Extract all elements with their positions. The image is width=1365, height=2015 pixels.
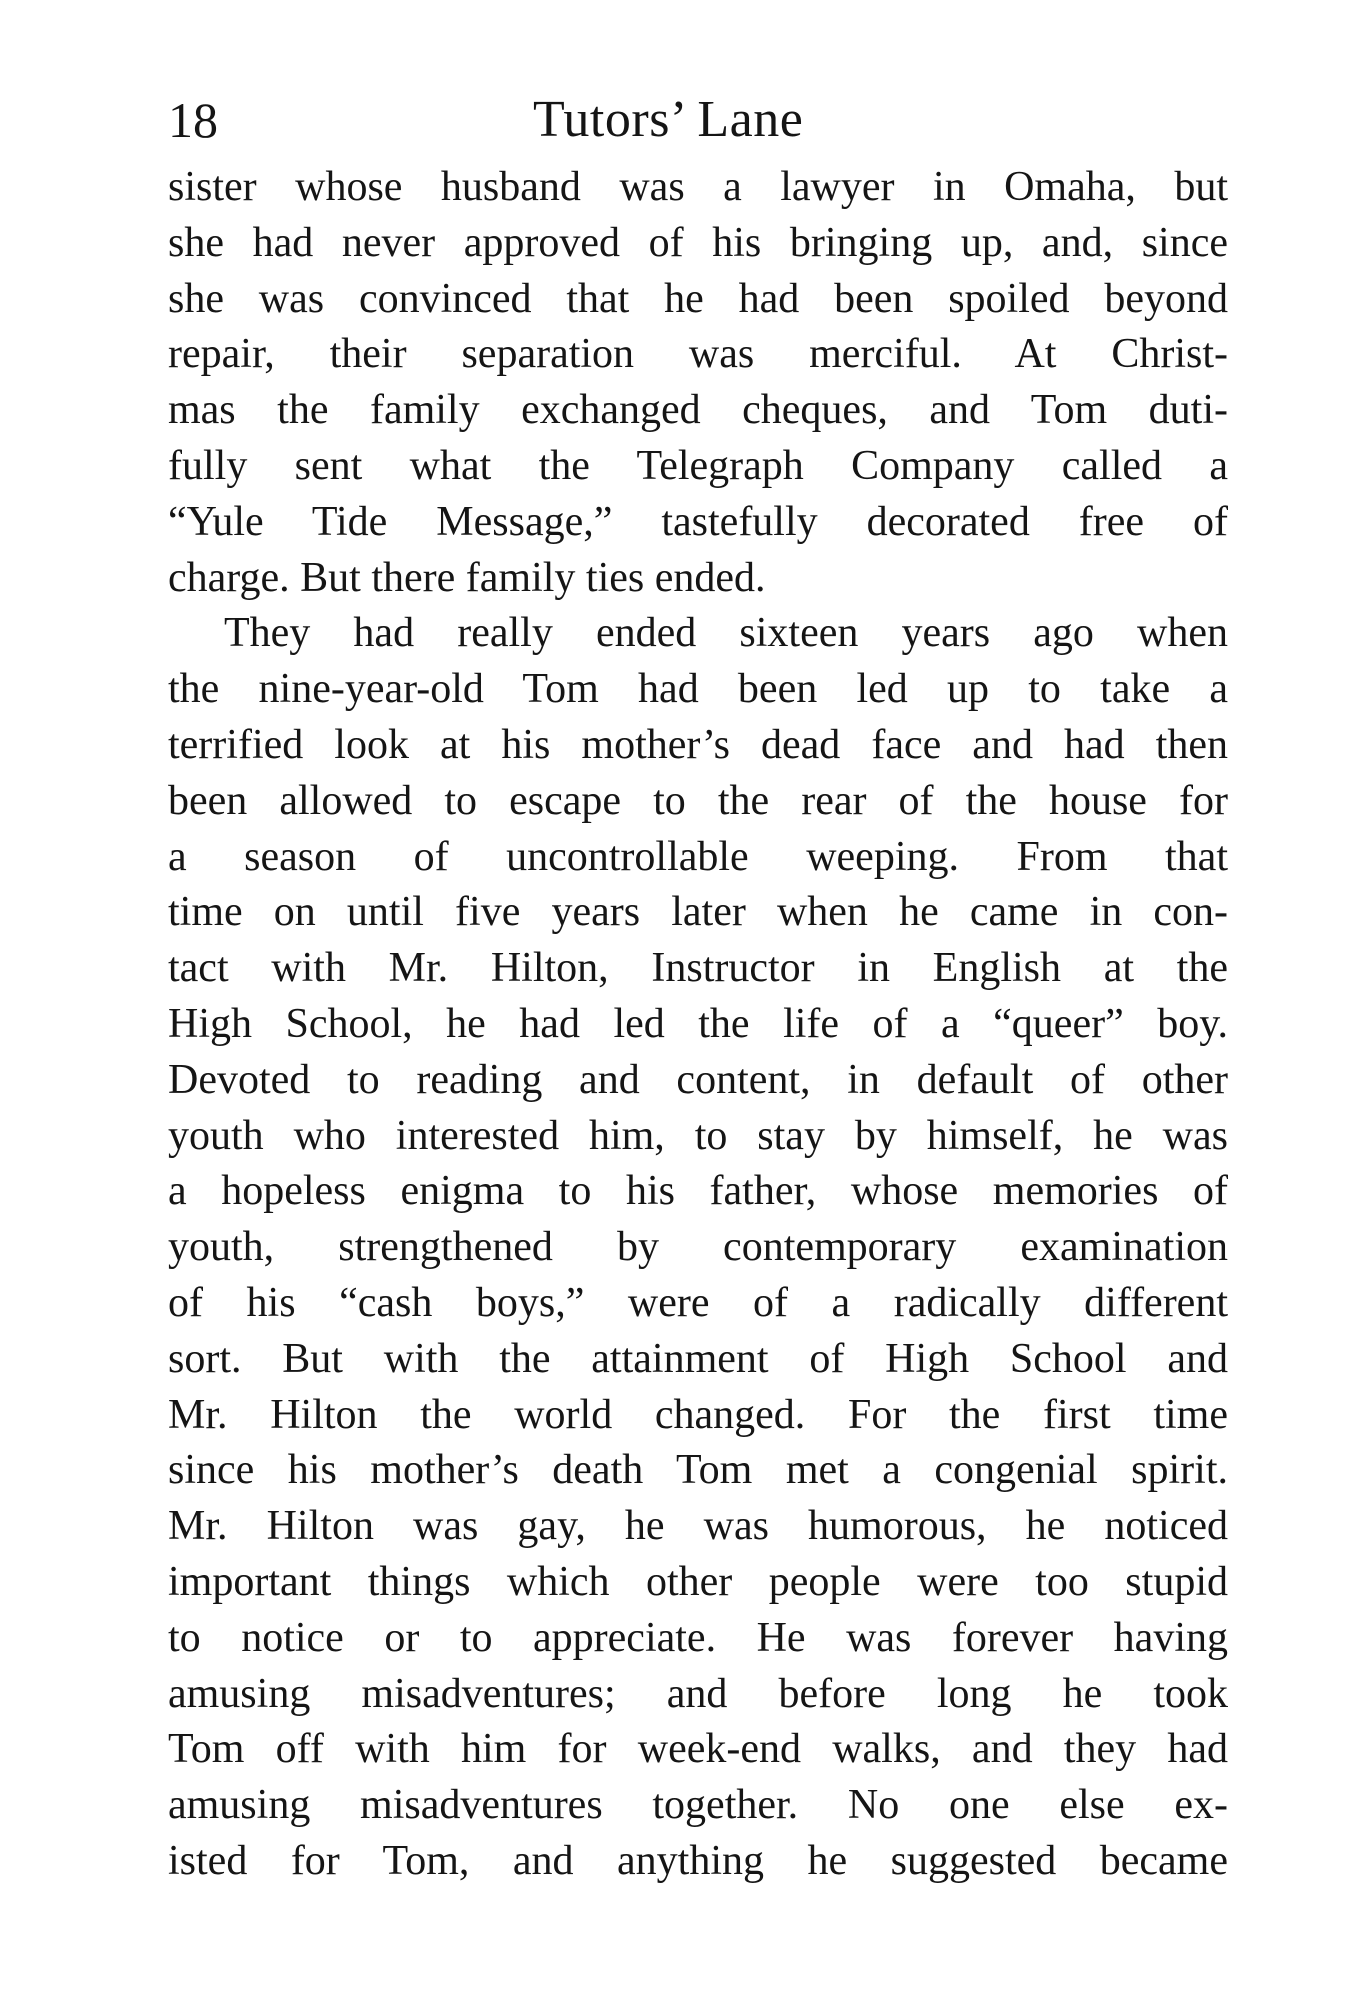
running-head <box>168 88 1228 152</box>
text-line: of his “cash boys,” were of a radically different <box>168 1279 1228 1326</box>
text-line: youth who interested him, to stay by himself, he was <box>168 1112 1228 1159</box>
text-line: tact with Mr. Hilton, Instructor in English at the <box>168 945 1228 992</box>
text-line: charge. But there family ties ended. <box>168 554 766 601</box>
text-line: been allowed to escape to the rear of the house for <box>168 777 1228 824</box>
text-line: she was convinced that he had been spoiled beyond <box>168 275 1228 322</box>
text-line: Mr. Hilton the world changed. For the first time <box>168 1391 1228 1438</box>
text-line: amusing misadventures together. No one else ex- <box>168 1782 1228 1829</box>
text-line: amusing misadventures; and before long he took <box>168 1670 1228 1717</box>
text-line: sort. But with the attainment of High School and <box>168 1335 1228 1382</box>
text-line: youth, strengthened by contemporary examination <box>168 1224 1228 1271</box>
paragraph-2 <box>168 606 1228 1889</box>
text-line: Tom off with him for week-end walks, and they had <box>168 1726 1228 1773</box>
text-line: sister whose husband was a lawyer in Omaha, but <box>168 164 1228 210</box>
text-line: important things which other people were too stupid <box>168 1558 1228 1605</box>
text-line: terrified look at his mother’s dead face and had then <box>168 721 1228 768</box>
text-line: the nine-year-old Tom had been led up to take a <box>168 666 1228 713</box>
body-text <box>168 160 1228 1890</box>
text-line: Devoted to reading and content, in default of other <box>168 1056 1228 1103</box>
paragraph-1 <box>168 160 1228 606</box>
text-line: a season of uncontrollable weeping. From that <box>168 833 1228 880</box>
text-line: mas the family exchanged cheques, and Tom duti- <box>168 387 1228 434</box>
text-line: isted for Tom, and anything he suggested became <box>168 1837 1228 1884</box>
text-line: a hopeless enigma to his father, whose memories of <box>168 1168 1228 1215</box>
text-line: They had really ended sixteen years ago when <box>224 610 1228 657</box>
text-line: “Yule Tide Message,” tastefully decorated free of <box>168 498 1228 545</box>
text-line: to notice or to appreciate. He was forever having <box>168 1614 1228 1661</box>
text-line: High School, he had led the life of a “queer” boy. <box>168 1000 1228 1047</box>
text-line: since his mother’s death Tom met a congenial spirit. <box>168 1447 1228 1494</box>
page-number: 18 <box>168 92 218 148</box>
text-line: Mr. Hilton was gay, he was humorous, he noticed <box>168 1503 1228 1550</box>
text-line: she had never approved of his bringing up, and, since <box>168 219 1228 266</box>
text-line: repair, their separation was merciful. At Christ- <box>168 331 1228 378</box>
text-line: time on until five years later when he came in con- <box>168 889 1228 936</box>
running-title: Tutors’ Lane <box>533 91 804 148</box>
text-line: fully sent what the Telegraph Company called a <box>168 442 1228 489</box>
